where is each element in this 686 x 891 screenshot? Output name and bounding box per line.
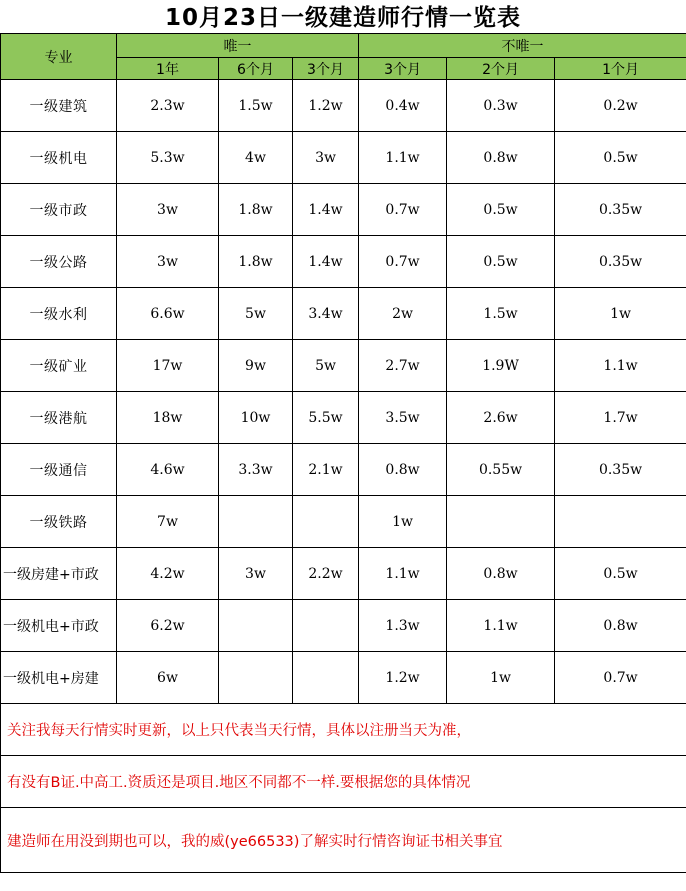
- major-name-cell: 一级建筑: [1, 80, 117, 132]
- price-cell: 0.35w: [555, 236, 686, 288]
- price-cell: 2w: [359, 288, 447, 340]
- price-cell: 6w: [117, 652, 219, 704]
- header-row-groups: [1, 34, 686, 58]
- price-cell: 5.5w: [293, 392, 359, 444]
- price-cell: 1.8w: [219, 184, 293, 236]
- table-row: [1, 496, 686, 548]
- major-name-cell: 一级市政: [1, 184, 117, 236]
- price-cell: 18w: [117, 392, 219, 444]
- price-cell: 0.3w: [447, 80, 555, 132]
- price-table: [0, 33, 686, 873]
- price-cell: 3.3w: [219, 444, 293, 496]
- major-name-cell: 一级水利: [1, 288, 117, 340]
- price-cell: 0.55w: [447, 444, 555, 496]
- period-header: 3个月: [293, 58, 359, 80]
- price-cell: [555, 496, 686, 548]
- major-name-cell: 一级矿业: [1, 340, 117, 392]
- price-cell: 0.8w: [555, 600, 686, 652]
- price-cell: [219, 600, 293, 652]
- price-cell: 2.2w: [293, 548, 359, 600]
- price-cell: 2.6w: [447, 392, 555, 444]
- table-row: [1, 132, 686, 184]
- unique-group-header: 唯一: [117, 34, 359, 58]
- major-name-cell: 一级房建+市政: [1, 548, 117, 600]
- major-column-header: 专业: [1, 34, 117, 80]
- period-header: 6个月: [219, 58, 293, 80]
- price-cell: 0.8w: [447, 548, 555, 600]
- price-cell: [293, 652, 359, 704]
- price-cell: 10w: [219, 392, 293, 444]
- price-cell: 0.7w: [555, 652, 686, 704]
- price-cell: 1.5w: [447, 288, 555, 340]
- major-name-cell: 一级公路: [1, 236, 117, 288]
- price-cell: 1w: [359, 496, 447, 548]
- period-header: 2个月: [447, 58, 555, 80]
- note-row: [1, 704, 686, 756]
- price-cell: 1.7w: [555, 392, 686, 444]
- price-cell: 2.3w: [117, 80, 219, 132]
- price-cell: 1.1w: [555, 340, 686, 392]
- price-cell: 2.1w: [293, 444, 359, 496]
- major-name-cell: 一级机电+市政: [1, 600, 117, 652]
- table-row: [1, 600, 686, 652]
- price-cell: 0.5w: [447, 184, 555, 236]
- price-cell: 1.2w: [359, 652, 447, 704]
- price-cell: 1w: [447, 652, 555, 704]
- price-cell: 1.4w: [293, 184, 359, 236]
- price-cell: 1.1w: [447, 600, 555, 652]
- table-row: [1, 548, 686, 600]
- price-cell: 7w: [117, 496, 219, 548]
- price-cell: 3w: [117, 236, 219, 288]
- major-name-cell: 一级通信: [1, 444, 117, 496]
- price-cell: 1.5w: [219, 80, 293, 132]
- table-row: [1, 340, 686, 392]
- price-cell: 0.35w: [555, 444, 686, 496]
- table-row: [1, 392, 686, 444]
- page-title: 10月23日一级建造师行情一览表: [164, 5, 521, 31]
- price-cell: 0.5w: [555, 548, 686, 600]
- price-cell: 4.6w: [117, 444, 219, 496]
- price-cell: 5w: [293, 340, 359, 392]
- major-name-cell: 一级机电+房建: [1, 652, 117, 704]
- price-cell: 4w: [219, 132, 293, 184]
- note-row: [1, 808, 686, 873]
- price-cell: 1.9W: [447, 340, 555, 392]
- table-row: [1, 444, 686, 496]
- price-cell: 5.3w: [117, 132, 219, 184]
- note-text: 建造师在用没到期也可以，我的威(ye66533)了解实时行情咨询证书相关事宜: [1, 808, 686, 873]
- price-cell: 0.8w: [359, 444, 447, 496]
- price-cell: 9w: [219, 340, 293, 392]
- price-cell: [219, 652, 293, 704]
- price-cell: 0.5w: [447, 236, 555, 288]
- period-header: 1个月: [555, 58, 686, 80]
- price-cell: 3w: [219, 548, 293, 600]
- major-name-cell: 一级港航: [1, 392, 117, 444]
- price-cell: 1.1w: [359, 548, 447, 600]
- period-header: 1年: [117, 58, 219, 80]
- table-row: [1, 184, 686, 236]
- table-row: [1, 236, 686, 288]
- price-cell: 6.2w: [117, 600, 219, 652]
- price-cell: 0.35w: [555, 184, 686, 236]
- note-text: 有没有B证.中高工.资质还是项目.地区不同都不一样.要根据您的具体情况: [1, 756, 686, 808]
- price-cell: 17w: [117, 340, 219, 392]
- table-row: [1, 652, 686, 704]
- price-cell: 2.7w: [359, 340, 447, 392]
- price-cell: 1.3w: [359, 600, 447, 652]
- price-cell: [447, 496, 555, 548]
- price-cell: [293, 496, 359, 548]
- price-cell: 1.4w: [293, 236, 359, 288]
- price-cell: 0.2w: [555, 80, 686, 132]
- price-cell: 3w: [293, 132, 359, 184]
- note-text: 关注我每天行情实时更新，以上只代表当天行情，具体以注册当天为准，: [1, 704, 686, 756]
- price-cell: 5w: [219, 288, 293, 340]
- period-header: 3个月: [359, 58, 447, 80]
- major-name-cell: 一级铁路: [1, 496, 117, 548]
- price-cell: 1.1w: [359, 132, 447, 184]
- price-cell: 3.5w: [359, 392, 447, 444]
- price-cell: 3w: [117, 184, 219, 236]
- price-cell: [293, 600, 359, 652]
- price-cell: 0.4w: [359, 80, 447, 132]
- table-row: [1, 80, 686, 132]
- price-cell: 0.7w: [359, 184, 447, 236]
- price-cell: 4.2w: [117, 548, 219, 600]
- price-cell: 1.2w: [293, 80, 359, 132]
- table-row: [1, 288, 686, 340]
- note-row: [1, 756, 686, 808]
- price-cell: 0.5w: [555, 132, 686, 184]
- major-name-cell: 一级机电: [1, 132, 117, 184]
- price-cell: [219, 496, 293, 548]
- price-cell: 0.8w: [447, 132, 555, 184]
- price-cell: 6.6w: [117, 288, 219, 340]
- price-cell: 0.7w: [359, 236, 447, 288]
- price-cell: 1.8w: [219, 236, 293, 288]
- not-unique-group-header: 不唯一: [359, 34, 686, 58]
- price-cell: 3.4w: [293, 288, 359, 340]
- price-cell: 1w: [555, 288, 686, 340]
